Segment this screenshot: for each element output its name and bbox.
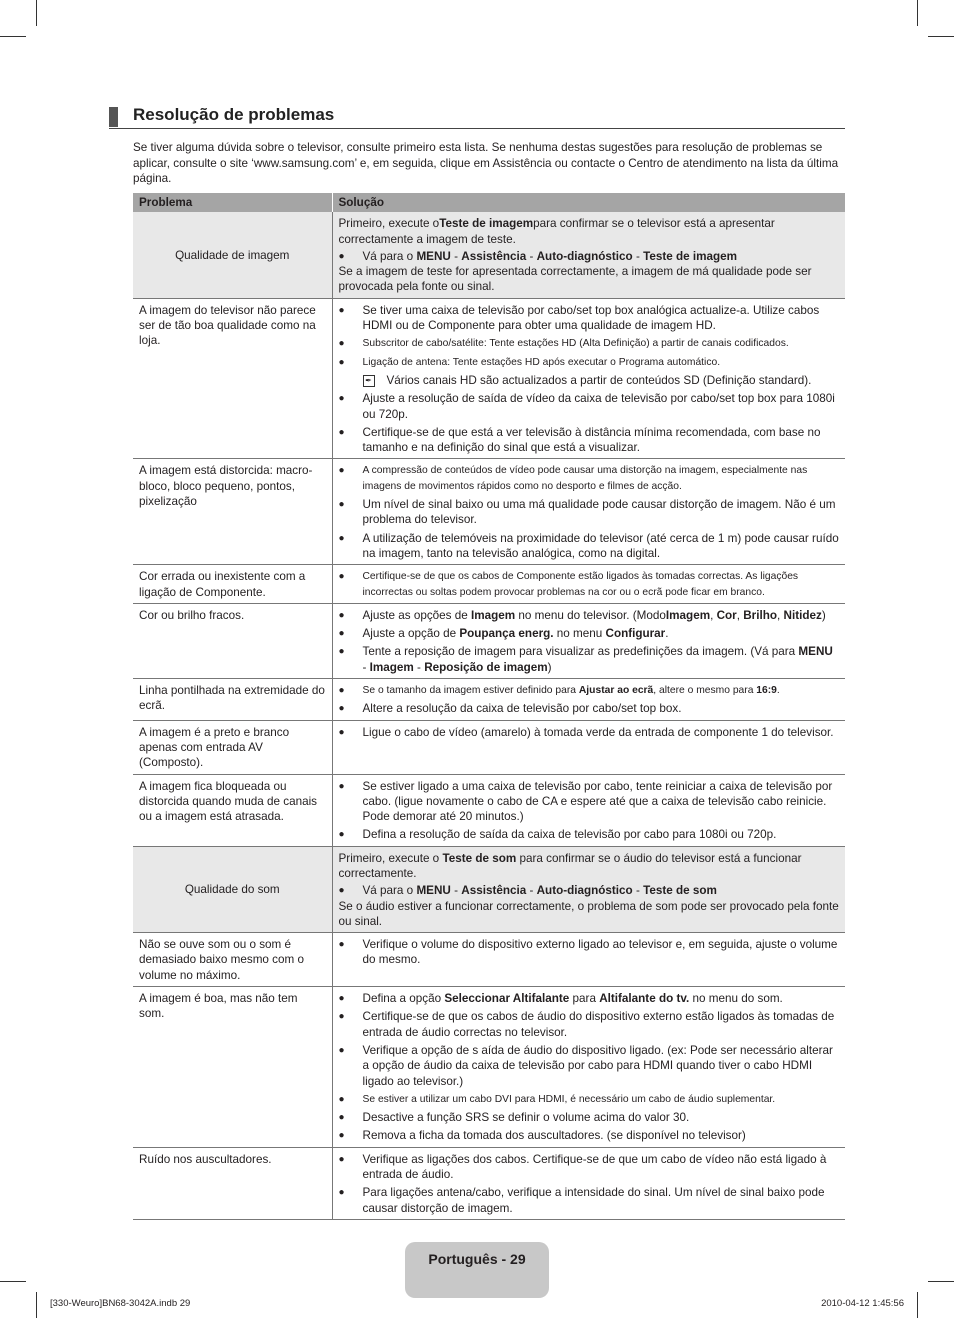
bullet-icon: ●: [338, 1093, 345, 1105]
list-item: [339, 608, 840, 623]
list-item: [339, 779, 840, 825]
text-run: Reposição de imagem: [424, 660, 548, 674]
bullet-icon: ●: [338, 829, 345, 841]
text-run: Se estiver a utilizar um cabo DVI para HDMI, é necessário um cabo de áudio suplementar.: [362, 1093, 776, 1105]
bullet-icon: ●: [338, 628, 345, 640]
text-run: A utilização de telemóveis na proximidade do televisor (até cerca de 1 m) pode causar ruído na imagem, tanto na televisão analógica, como na digital.: [362, 531, 839, 560]
bullet-icon: ●: [338, 304, 345, 316]
solution-list: [339, 725, 840, 740]
list-item: [339, 1009, 840, 1040]
text-run: Vá para o: [362, 884, 417, 898]
text-run: -: [526, 884, 537, 898]
problem-cell: Não se ouve som ou o som é demasiado baixo mesmo com o volume no máximo.: [133, 933, 332, 987]
text-run: Configurar: [605, 627, 666, 641]
crop-mark: [0, 1281, 26, 1282]
bullet-icon: ●: [338, 685, 345, 697]
bullet-icon: ●: [338, 393, 345, 405]
note-item: [339, 373, 840, 388]
text-run: Teste de imagem: [439, 217, 534, 231]
page-title: Resolução de problemas: [133, 105, 335, 124]
text-run: -: [632, 249, 644, 263]
print-info-file: [330-Weuro]BN68-3042A.indb 29: [50, 1298, 191, 1309]
text-run: Teste de imagem: [643, 249, 738, 263]
text-run: ,: [710, 608, 717, 622]
problem-cell: A imagem é boa, mas não tem som.: [133, 987, 332, 1148]
problem-cell: Cor errada ou inexistente com a ligação de Componente.: [133, 565, 332, 604]
text-run: Verifique as ligações dos cabos. Certifique-se de que um cabo de vídeo não está ligado à entrada de áudio.: [362, 1152, 827, 1182]
bullet-icon: ●: [338, 1153, 345, 1165]
table-row: [133, 933, 845, 987]
solution-cell: [332, 603, 845, 678]
text-run: Imagem: [471, 608, 516, 622]
text-run: Se a imagem de teste for apresentada correctamente, a imagem de má qualidade pode ser provocada pela fonte ou sinal.: [338, 265, 812, 294]
text-run: MENU: [798, 645, 833, 659]
list-item: [339, 355, 840, 370]
bullet-icon: ●: [338, 646, 345, 658]
text-run: Certifique-se de que os cabos de áudio do dispositivo externo estão ligados às tomadas de entrada de áudio correctas no televisor.: [362, 1010, 835, 1039]
text-run: Remova a ficha da tomada dos auscultadores. (se disponível no televisor): [362, 1129, 746, 1143]
text-run: Ajuste a opção de: [362, 627, 460, 641]
text-run: .: [776, 685, 780, 697]
table-row: [133, 720, 845, 774]
text-run: Ligação de antena: Tente estações HD após executar o Programa automático.: [362, 356, 721, 368]
text-run: Teste de som: [442, 851, 517, 865]
table-row: [133, 603, 845, 678]
table-row: [133, 987, 845, 1148]
text-run: para: [569, 992, 600, 1006]
bullet-icon: ●: [338, 571, 345, 583]
text-run: Um nível de sinal baixo ou uma má qualidade pode causar distorção de imagem. Não é um problema do televisor.: [362, 498, 836, 527]
solution-cell: [332, 679, 845, 721]
text-run: Defina a opção: [362, 992, 445, 1006]
problem-cell: A imagem do televisor não parece ser de tão boa qualidade como na loja.: [133, 298, 332, 459]
table-header-row: [133, 193, 845, 212]
text-run: ,: [736, 608, 744, 622]
text-run: , altere o mesmo para: [653, 685, 757, 697]
crop-mark: [917, 1292, 918, 1318]
text-run: Vários canais HD são actualizados a partir de conteúdos SD (Definição standard).: [386, 373, 812, 387]
bullet-icon: ●: [338, 993, 345, 1005]
list-item: [339, 991, 840, 1006]
text-run: Teste de som: [643, 884, 717, 898]
note-icon: ✒: [363, 375, 375, 387]
table-row: [133, 298, 845, 459]
crop-mark: [928, 36, 954, 37]
text-run: Primeiro, execute o: [338, 851, 443, 865]
text-run: no menu do televisor. (Modo: [515, 608, 666, 622]
text-run: MENU: [416, 884, 451, 898]
list-item: [339, 497, 840, 528]
bullet-icon: ●: [338, 703, 345, 715]
problem-cell: Qualidade de imagem: [133, 212, 332, 298]
column-header-solution: Solução: [332, 193, 845, 212]
text-run: -: [450, 249, 462, 263]
crop-mark: [36, 0, 37, 26]
problem-cell: Cor ou brilho fracos.: [133, 603, 332, 678]
text-run: Poupança energ.: [459, 627, 554, 641]
text-run: Brilho: [743, 608, 777, 622]
solution-cell: [332, 1147, 845, 1219]
text-run: -: [632, 884, 644, 898]
text-run: Desactive a função SRS se definir o volume acima do valor 30.: [362, 1111, 690, 1125]
text-run: Nitidez: [783, 608, 822, 622]
problem-cell: A imagem é a preto e branco apenas com entrada AV (Composto).: [133, 720, 332, 774]
table-row: [133, 679, 845, 721]
print-info-date: 2010-04-12 1:45:56: [821, 1298, 904, 1309]
text-run: Ajuste as opções de: [362, 608, 472, 622]
page-number: Português - 29: [428, 1251, 526, 1267]
table-row: [133, 1147, 845, 1219]
solution-paragraph: [339, 851, 840, 882]
bullet-icon: ●: [338, 885, 345, 897]
text-run: ): [821, 608, 826, 622]
bullet-icon: ●: [338, 1130, 345, 1142]
text-run: Subscritor de cabo/satélite: Tente estações HD (Alta Definição) a partir de canais codificados.: [362, 338, 789, 350]
text-run: Imagem: [369, 660, 414, 674]
text-run: Auto-diagnóstico: [536, 884, 633, 898]
bullet-icon: ●: [338, 532, 345, 544]
solution-cell: [332, 846, 845, 932]
solution-list: [339, 779, 840, 843]
text-run: Ajustar ao ecrã: [578, 685, 654, 697]
bullet-icon: ●: [338, 726, 345, 738]
text-run: 16:9: [756, 685, 777, 697]
solution-cell: [332, 774, 845, 846]
list-item: [339, 391, 840, 422]
solution-cell: [332, 459, 845, 565]
bullet-icon: ●: [338, 1011, 345, 1023]
heading-bar: [109, 107, 118, 127]
text-run: -: [450, 884, 462, 898]
intro-paragraph: Se tiver alguma dúvida sobre o televisor, consulte primeiro esta lista. Se nenhuma destas sugestões para resolução de problemas se aplicar, consulte o site ‘www.samsung.com’ e, em seguida, clique em Assistência ou contacte o Centro de atendimento na lista da última página.: [133, 141, 839, 185]
text-run: MENU: [416, 249, 451, 263]
solution-list: [339, 569, 840, 600]
text-run: Se tiver uma caixa de televisão por cabo/set top box analógica actualize-a. Utilize cabos HDMI ou de Componente para obter uma qualidade de imagem HD.: [362, 303, 820, 333]
bullet-icon: ●: [338, 1187, 345, 1199]
text-run: Defina a resolução de saída da caixa de televisão por cabo para 1080i ou 720p.: [362, 828, 777, 842]
list-item: [339, 569, 840, 600]
text-run: Se o tamanho da imagem estiver definido para: [362, 685, 579, 697]
list-item: [339, 1092, 840, 1107]
list-item: [339, 336, 840, 351]
text-run: Vá para o: [362, 249, 417, 263]
bullet-icon: ●: [338, 465, 345, 477]
bullet-icon: ●: [338, 250, 345, 262]
text-run: Assistência: [461, 884, 527, 898]
list-item: [339, 683, 840, 698]
table-row: [133, 774, 845, 846]
list-item: [339, 1043, 840, 1089]
text-run: Se estiver ligado a uma caixa de televisão por cabo, tente reiniciar a caixa de televisão por cabo. (ligue novamente o cabo de CA e espere até que a caixa de televisão cabo reinicie. Pode demorar até 20 minutos.): [362, 779, 833, 824]
text-run: Se o áudio estiver a funcionar correctamente, o problema de som pode ser provocado pela fonte ou sinal.: [338, 899, 839, 928]
solution-paragraph: [339, 216, 840, 247]
text-run: Verifique o volume do dispositivo externo ligado ao televisor e, em seguida, ajuste o volume do mesmo.: [362, 938, 838, 967]
list-item: [339, 1185, 840, 1216]
solution-cell: [332, 565, 845, 604]
list-item: [339, 1152, 840, 1183]
text-run: Para ligações antena/cabo, verifique a intensidade do sinal. Um nível de sinal baixo pode causar distorção de imagem.: [362, 1186, 825, 1215]
list-item: [339, 827, 840, 842]
table-row: [133, 459, 845, 565]
text-run: Seleccionar Altifalante: [444, 992, 570, 1006]
text-run: Altifalante do tv.: [599, 992, 690, 1006]
bullet-icon: ●: [338, 1044, 345, 1056]
bullet-icon: ●: [338, 1112, 345, 1124]
table-row: [133, 565, 845, 604]
bullet-icon: ●: [338, 609, 345, 621]
problem-cell: A imagem fica bloqueada ou distorcida quando muda de canais ou a imagem está atrasada.: [133, 774, 332, 846]
solution-cell: [332, 987, 845, 1148]
list-item: [339, 249, 840, 264]
problem-cell: Qualidade do som: [133, 846, 332, 932]
text-run: para confirmar se o televisor está a apresentar correctamente a imagem de teste.: [338, 217, 775, 246]
crop-mark: [36, 1292, 37, 1318]
text-run: -: [526, 249, 537, 263]
text-run: Certifique-se de que está a ver televisão à distância mínima recomendada, com base no tamanho e na definição do sinal que está a visualizar.: [362, 425, 821, 455]
solution-list: [339, 883, 840, 898]
problem-cell: Linha pontilhada na extremidade do ecrã.: [133, 679, 332, 721]
list-item: [339, 1128, 840, 1143]
page-number-tab: [405, 1242, 549, 1298]
text-run: .: [665, 627, 669, 641]
problem-cell: Ruído nos auscultadores.: [133, 1147, 332, 1219]
text-run: Cor: [716, 608, 737, 622]
list-item: [339, 425, 840, 456]
text-run: Verifique a opção de s aída de áudio do dispositivo ligado. (ex: Pode ser necessário alterar a opção de áudio da caixa de televisão por cabo para HDMI quando tiver o cabo HDMI ligado ao televisor.): [362, 1043, 833, 1088]
solution-list: [339, 1152, 840, 1216]
list-item: [339, 303, 840, 334]
solution-cell: [332, 212, 845, 298]
solution-list: [339, 683, 840, 717]
solution-cell: [332, 298, 845, 459]
text-run: A compressão de conteúdos de vídeo pode causar uma distorção na imagem, especialmente nas imagens de movimentos rápidos como no desporto e filmes de acção.: [362, 465, 808, 492]
list-item: [339, 531, 840, 562]
list-item: [339, 937, 840, 968]
solution-list: [339, 937, 840, 968]
solution-cell: [332, 933, 845, 987]
list-item: [339, 463, 840, 494]
section-heading: [109, 104, 845, 129]
text-run: no menu: [553, 627, 606, 641]
bullet-icon: ●: [338, 338, 345, 350]
text-run: Ajuste a resolução de saída de vídeo da caixa de televisão por cabo/set top box para 1080i ou 720p.: [362, 392, 835, 421]
table-row: [133, 212, 845, 298]
text-run: ): [547, 660, 552, 674]
column-header-problem: Problema: [133, 193, 332, 212]
bullet-icon: ●: [338, 939, 345, 951]
problem-cell: A imagem está distorcida: macro-bloco, bloco pequeno, pontos, pixelização: [133, 459, 332, 565]
list-item: [339, 626, 840, 641]
text-run: Auto-diagnóstico: [536, 249, 633, 263]
text-run: Altere a resolução da caixa de televisão por cabo/set top box.: [362, 702, 682, 716]
text-run: Imagem: [665, 608, 711, 622]
solution-cell: [332, 720, 845, 774]
text-run: Tente a reposição de imagem para visualizar as predefinições da imagem. (Vá para: [362, 645, 799, 659]
crop-mark: [917, 0, 918, 26]
solution-list: [339, 608, 840, 675]
text-run: -: [413, 660, 425, 674]
crop-mark: [928, 1281, 954, 1282]
text-run: Assistência: [461, 249, 527, 263]
bullet-icon: ●: [338, 426, 345, 438]
bullet-icon: ●: [338, 356, 345, 368]
text-run: Certifique-se de que os cabos de Componente estão ligados às tomadas correctas. As ligações incorrectas ou soltas podem provocar problemas na cor ou o ecrã pode ficar em branco.: [362, 571, 799, 598]
solution-list: [339, 991, 840, 1144]
troubleshooting-table: [133, 193, 845, 1220]
solution-list: [339, 249, 840, 264]
text-run: para confirmar se o áudio do televisor está a funcionar correctamente.: [338, 851, 802, 880]
solution-list: [339, 303, 840, 456]
table-row: [133, 846, 845, 932]
bullet-icon: ●: [338, 499, 345, 511]
text-run: no menu do som.: [689, 992, 783, 1006]
list-item: [339, 644, 840, 675]
solution-paragraph: [339, 264, 840, 295]
solution-paragraph: [339, 899, 840, 930]
text-run: ,: [777, 608, 784, 622]
solution-list: [339, 463, 840, 561]
list-item: [339, 701, 840, 716]
bullet-icon: ●: [338, 780, 345, 792]
list-item: [339, 1110, 840, 1125]
text-run: Primeiro, execute o: [338, 217, 440, 231]
text-run: -: [362, 660, 370, 674]
text-run: Ligue o cabo de vídeo (amarelo) à tomada verde da entrada de componente 1 do televisor.: [362, 725, 834, 739]
list-item: [339, 883, 840, 898]
list-item: [339, 725, 840, 740]
crop-mark: [0, 36, 26, 37]
